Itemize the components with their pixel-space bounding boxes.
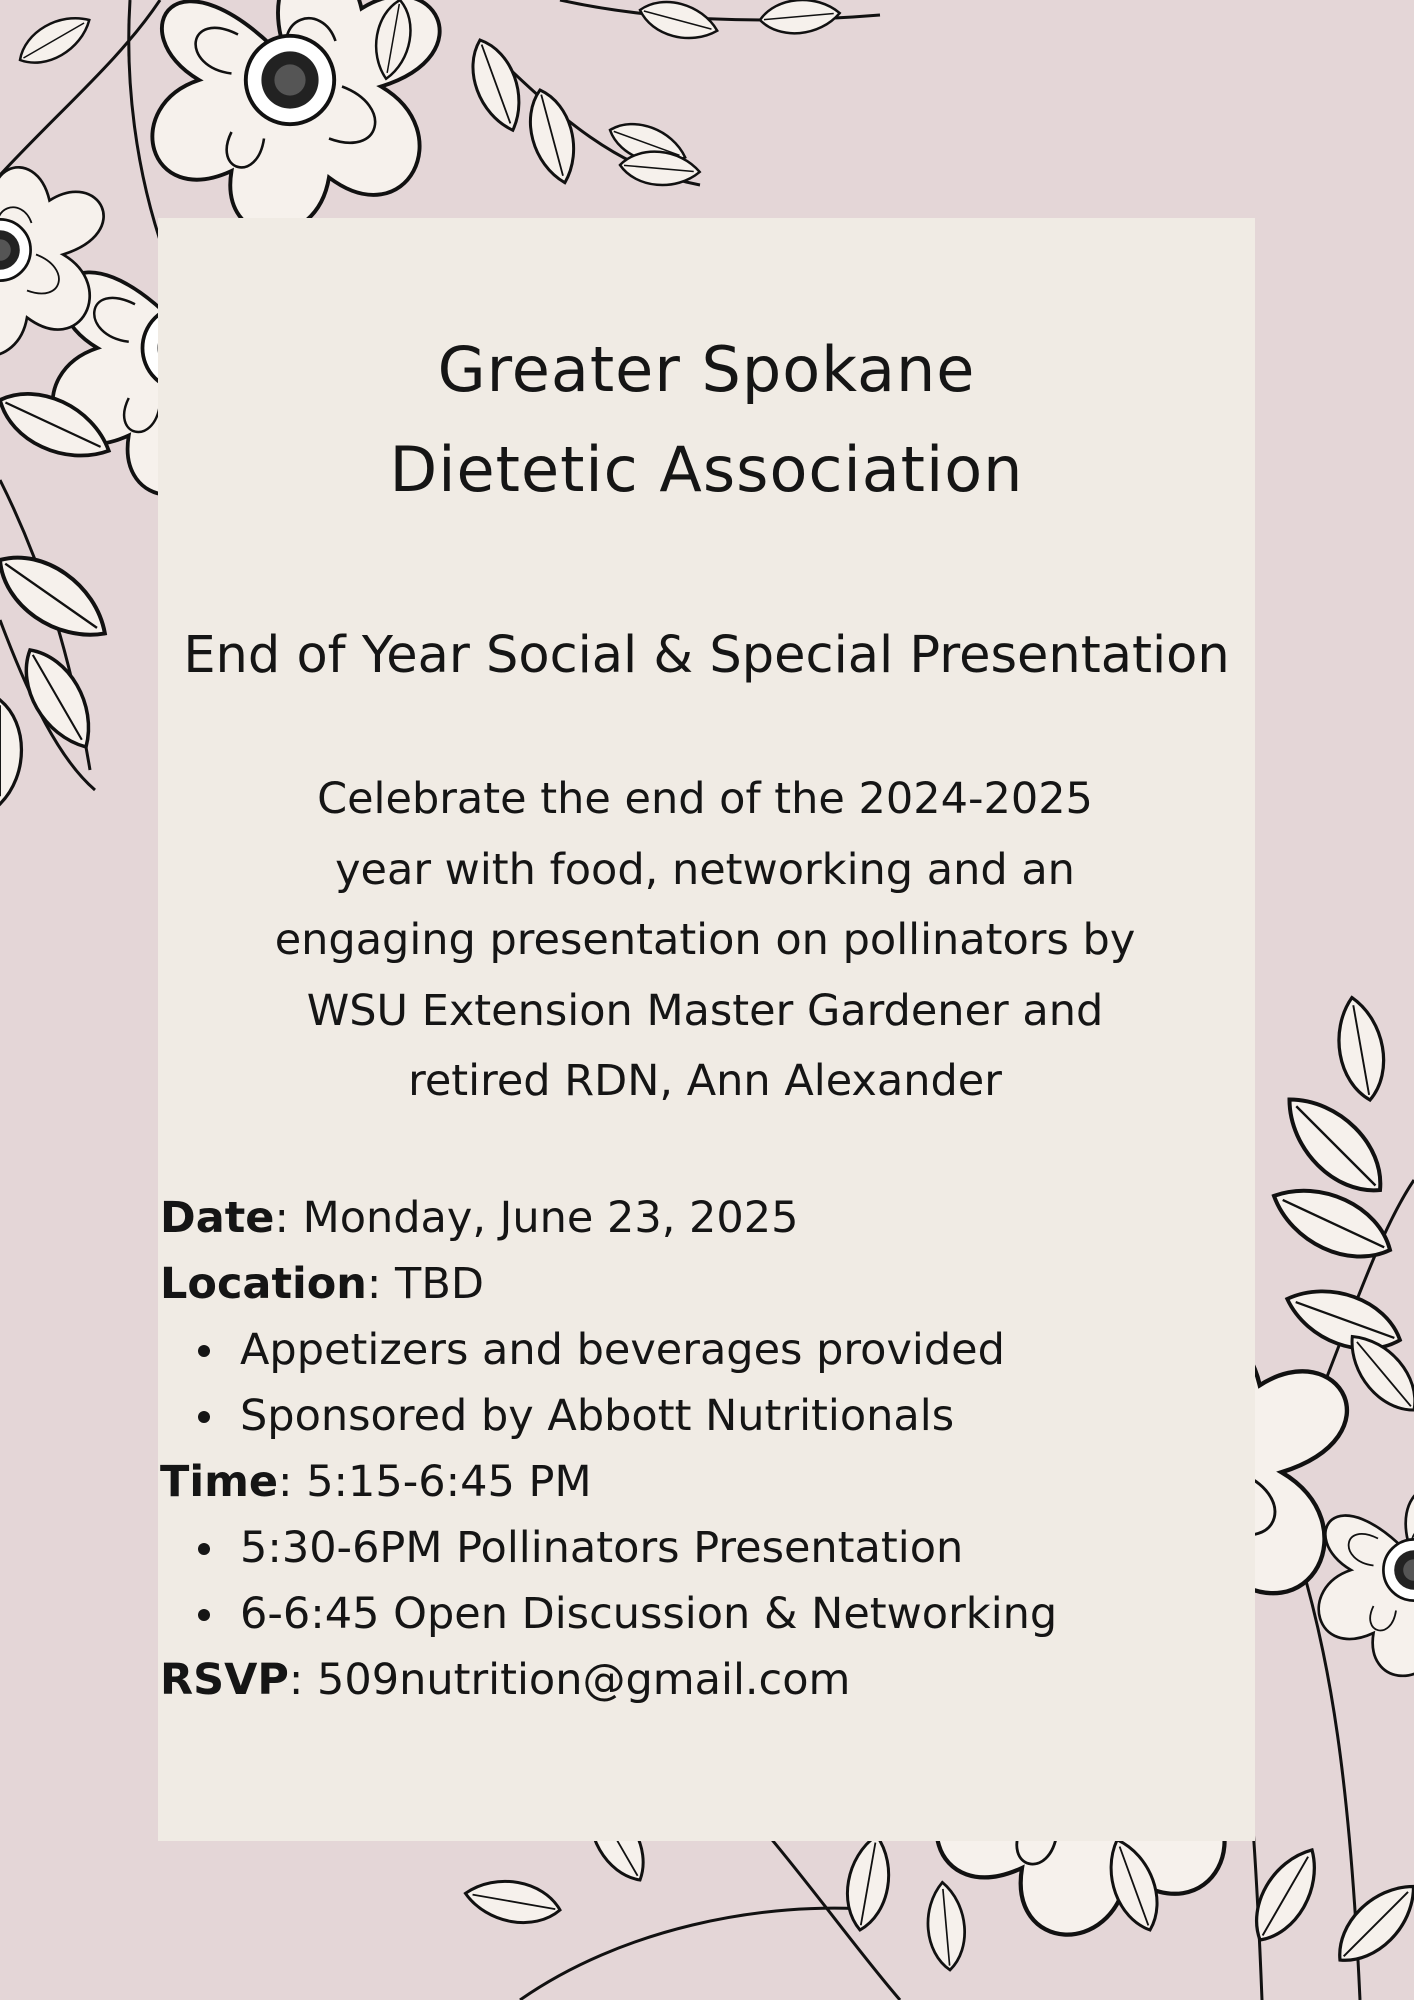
leaf-icon xyxy=(521,85,584,188)
leaf-icon xyxy=(462,1874,563,1930)
rsvp-row xyxy=(160,1647,1160,1713)
description-line: Celebrate the end of the 2024-2025 xyxy=(317,774,1093,824)
leaf-icon xyxy=(1271,1081,1399,1209)
leaf-icon xyxy=(12,6,98,75)
date-label: Date xyxy=(160,1193,275,1243)
leaf-icon xyxy=(759,0,842,36)
event-subtitle: End of Year Social & Special Presentation xyxy=(183,626,1230,685)
list-item-text: 5:30-6PM Pollinators Presentation xyxy=(240,1523,964,1573)
leaf-icon xyxy=(461,33,531,137)
list-item xyxy=(160,1581,1160,1647)
bullet-icon xyxy=(198,1609,210,1621)
leaf-icon xyxy=(924,1881,968,1972)
time-row xyxy=(160,1449,1160,1515)
list-item xyxy=(160,1383,1160,1449)
description-line: WSU Extension Master Gardener and xyxy=(306,985,1104,1036)
list-item-text: Sponsored by Abbott Nutritionals xyxy=(240,1391,955,1441)
time-label: Time xyxy=(160,1457,279,1507)
time-value: : 5:15-6:45 PM xyxy=(278,1457,592,1507)
list-item-text: 6-6:45 Open Discussion & Networking xyxy=(240,1589,1058,1639)
list-item xyxy=(160,1317,1160,1383)
leaf-icon xyxy=(10,638,106,758)
bullet-icon xyxy=(198,1543,210,1555)
list-item-text: Appetizers and beverages provided xyxy=(240,1325,1005,1375)
event-details xyxy=(160,1185,1160,1713)
description-line: retired RDN, Ann Alexander xyxy=(408,1056,1002,1106)
bullet-icon xyxy=(198,1411,210,1423)
title-line-1: Greater Spokane xyxy=(437,333,976,406)
rsvp-email[interactable]: : 509nutrition@gmail.com xyxy=(288,1655,851,1705)
location-value: : TBD xyxy=(366,1259,484,1309)
flower-icon xyxy=(1319,1487,1414,1676)
bullet-icon xyxy=(198,1345,210,1357)
description-line: engaging presentation on pollinators by xyxy=(274,915,1136,965)
description-line: year with food, networking and an xyxy=(335,844,1075,895)
list-item xyxy=(160,1515,1160,1581)
title-line-2: Dietetic Association xyxy=(389,433,1024,506)
location-label: Location xyxy=(160,1259,367,1309)
leaf-icon xyxy=(0,700,21,804)
date-row xyxy=(160,1185,1160,1251)
event-description xyxy=(220,764,1190,1117)
leaf-icon xyxy=(1325,1871,1414,1975)
leaf-icon xyxy=(841,1832,897,1933)
leaf-icon xyxy=(1331,994,1391,1104)
location-row xyxy=(160,1251,1160,1317)
rsvp-label: RSVP xyxy=(160,1655,289,1705)
date-value: : Monday, June 23, 2025 xyxy=(274,1193,799,1243)
leaf-icon xyxy=(636,0,722,47)
